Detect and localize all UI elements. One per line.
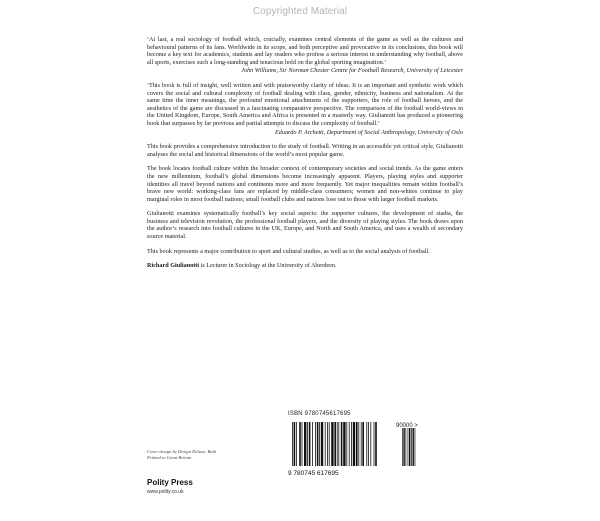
barcode-bar [337, 422, 338, 466]
barcode-bar [327, 422, 328, 466]
body-paragraph-1: This book provides a comprehensive introduction to the study of football. Writing in an accessible yet critical style, Giulianotti analyses the social and historical dimensions of the world’s most popular game. [147, 143, 463, 158]
body-paragraph-4: This book represents a major contribution to sport and cultural studies, as well as to the social analysis of football. [147, 247, 430, 255]
barcode-bar [325, 422, 326, 466]
quote-1-attribution: John Williams, Sir Norman Chester Centre for Football Research, University of Leicester [241, 67, 463, 75]
author-bio-text: is Lecturer in Sociology at the University of Aberdeen. [199, 262, 337, 270]
addon-barcode-bar [406, 428, 407, 466]
barcode-bar [329, 422, 330, 466]
barcode-bar [349, 422, 350, 466]
barcode-bar [315, 422, 316, 466]
addon-barcode-bar [403, 428, 404, 466]
publisher-website: www.polity.co.uk [147, 489, 184, 495]
barcode-bar [366, 422, 367, 466]
barcode-bar [299, 422, 301, 466]
price-code: 90000 > [396, 423, 418, 429]
barcode-bar [309, 422, 311, 466]
barcode-bar [292, 422, 293, 466]
back-cover-text [147, 36, 463, 270]
barcode-bar [368, 422, 369, 466]
publisher-logo: Polity Press [147, 478, 193, 487]
barcode-bar [351, 422, 352, 466]
addon-barcode-bar [409, 428, 410, 466]
barcode-bar [370, 422, 371, 466]
barcode-bar [302, 422, 303, 466]
isbn-label: ISBN 9780745617695 [288, 411, 351, 417]
barcode-bar [361, 422, 362, 466]
quote-1-text: ‘At last, a real sociology of football which, crucially, examines central elements of the game as well as the cultures and behavioural patterns of its fans. Worldwide in its scope, and both perceptive and provocative in its conclusions, this book will become a key text for academics, students and lay readers who profess a serious interest in understanding why football, above all sports, exercises such a long-standing and tenacious hold on the global sporting imagination.’ [147, 36, 463, 66]
addon-barcode-bar [411, 428, 412, 466]
barcode-bar [356, 422, 358, 466]
barcode-bar [319, 422, 320, 466]
addon-barcode-bar [402, 428, 403, 466]
barcode-bar [375, 422, 377, 466]
barcode-bar [343, 422, 345, 466]
barcode-bar [321, 422, 323, 466]
cover-credits [147, 449, 267, 461]
barcode-bar [334, 422, 336, 466]
barcode-bar [338, 422, 339, 466]
barcode-bar [294, 422, 296, 466]
author-name: Richard Giulianotti [147, 262, 200, 270]
copyright-watermark: Copyrighted Material [252, 6, 348, 17]
barcode-bar [353, 422, 355, 466]
barcode-bar [331, 422, 333, 466]
addon-barcode-bar [413, 428, 414, 466]
barcode-bar [362, 422, 364, 466]
barcode-bar [358, 422, 359, 466]
printed-in-credit: Printed in Great Britain [147, 455, 192, 460]
barcode-bar [374, 422, 375, 466]
addon-barcode-bar [415, 428, 416, 466]
barcode-bar [317, 422, 319, 466]
barcode-bar [341, 422, 343, 466]
barcode-bar [296, 422, 297, 466]
barcode-digits: 9 780745 617695 [288, 470, 339, 477]
barcode-bar [304, 422, 306, 466]
body-paragraph-3: Giulianotti examines systematically football’s key social aspects: the supporter cultures, the development of stadia, the business and television revolution, the professional football players, and the diversity of playing styles. The book draws upon the author’s research into football cultures in the UK, Europe, and North and South America, and uses a wealth of secondary source material. [147, 210, 463, 241]
barcode-bar [346, 422, 347, 466]
barcode-bar [312, 422, 313, 466]
isbn-barcode-block [286, 411, 420, 477]
addon-barcode-bar [408, 428, 409, 466]
cover-design-credit: Cover design by Design Deluxe, Bath [147, 449, 217, 454]
quote-2-text: ‘This book is full of insight, well written and with praiseworthy clarity of ideas. It is an important and synthetic work which covers the social and cultural complexity of football dealing with class, gender, ethnicity, business and nationalism. At the same time the inner meanings, the profound emotional attachments of the supporters, the role of football heroes, and the aesthetics of the game are discussed in a fascinating comparative perspective. The comparison of the football world-views in the United Kingdom, Europe, South America and Africa is presented in a masterly way. Giulianotti has produced a pioneering book that surpasses by far previous and partial attempts to discuss the complexity of football.’ [147, 81, 463, 127]
barcode-bar [307, 422, 308, 466]
quote-2-attribution: Eduardo P. Archetti, Department of Social Anthropology, University of Oslo [274, 128, 463, 136]
author-bio [147, 262, 463, 270]
body-paragraph-2: The book locates football culture within the broader context of contemporary societies and social trends. As the game enters the new millennium, football’s global dimensions become increasingly apparent. Players, playing styles and supporter identities all travel beyond nations and continents more and more frequently. Yet major inequalities remain within football’s brave new world: working-class fans are replaced by middle-class consumers; women and non-whites continue to play marginal roles in most football nations; small football clubs and nations lose out to those with larger football markets. [147, 165, 463, 203]
